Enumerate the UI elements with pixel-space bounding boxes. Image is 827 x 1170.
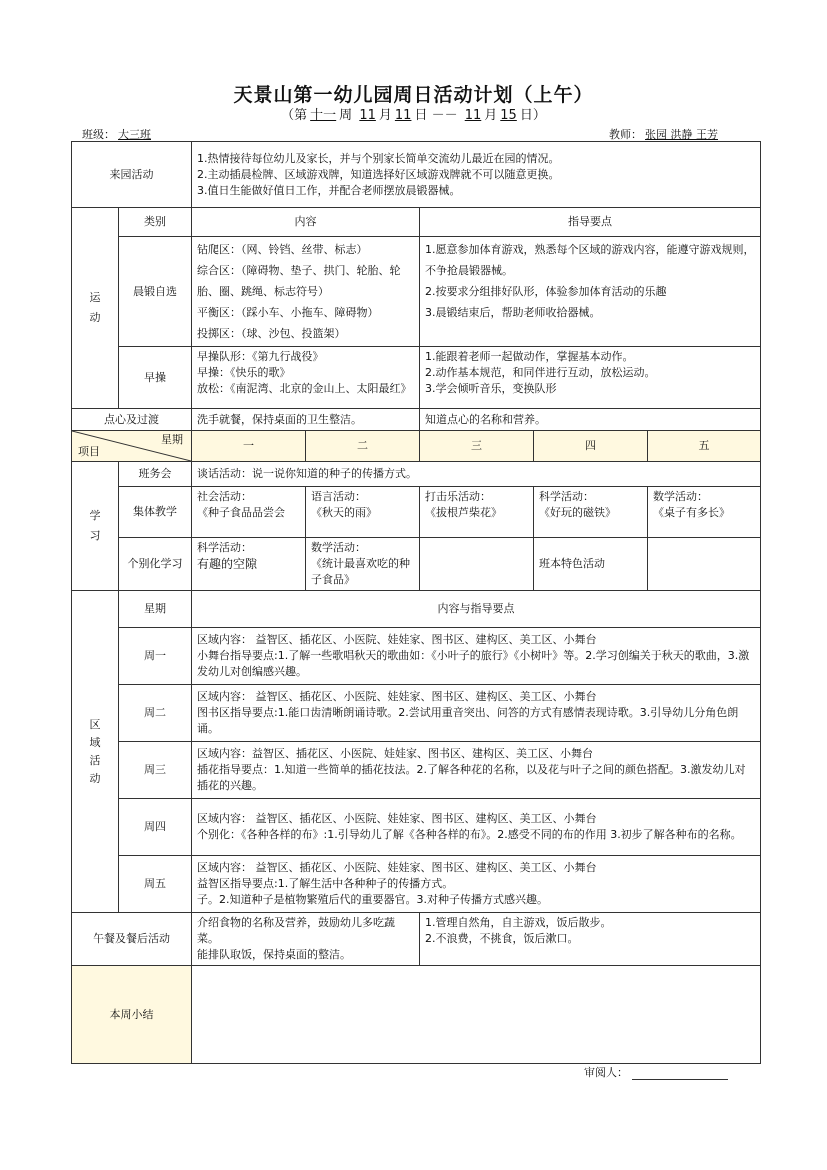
study-label: 学习 bbox=[72, 462, 119, 591]
exercise-content bbox=[192, 347, 420, 409]
week-label: 周 bbox=[339, 108, 353, 123]
start-day: 11 bbox=[394, 108, 412, 123]
meeting-content: 谈话活动：说一说你知道的种子的传播方式。 bbox=[192, 462, 761, 487]
indiv-fri bbox=[648, 538, 761, 591]
morning-content bbox=[192, 237, 420, 347]
exercise-label: 早操 bbox=[119, 347, 192, 409]
summary-row bbox=[72, 966, 761, 1064]
sports-content-header: 内容 bbox=[192, 208, 420, 237]
group-tue: 语言活动： 《秋天的雨》 bbox=[306, 487, 420, 538]
arrival-row bbox=[72, 142, 761, 208]
day-thu: 四 bbox=[534, 431, 648, 462]
exercise-row bbox=[72, 347, 761, 409]
lunch-label: 午餐及餐后活动 bbox=[72, 913, 192, 966]
zone-label: 区域活动 bbox=[72, 591, 119, 913]
zone-row-thu bbox=[72, 799, 761, 856]
arrival-label: 来园活动 bbox=[72, 142, 192, 208]
subtitle-open: （第 bbox=[281, 108, 308, 123]
zone-content-header: 内容与指导要点 bbox=[192, 591, 761, 628]
arrival-line: 1.热情接待每位幼儿及家长，并与个别家长简单交流幼儿最近在园的情况。 bbox=[197, 151, 560, 165]
morning-item: 投掷区：（球、沙包、投篮架） bbox=[197, 327, 346, 340]
zone-row-mon bbox=[72, 628, 761, 685]
end-month: 11 bbox=[464, 108, 482, 123]
zone-content: 区域内容： 益智区、插花区、小医院、娃娃家、图书区、建构区、美工区、小舞台 益智区指导要点:1.了解生活中各种种子的传播方式。 子。2.知道种子是植物繁殖后代的重要器官。3.对种子传播方式感兴趣。 bbox=[192, 856, 761, 913]
snack-row bbox=[72, 409, 761, 431]
morning-point: 3.晨锻结束后，帮助老师收拾器械。 bbox=[425, 306, 601, 319]
indiv-mon: 科学活动： 有趣的空隙 bbox=[192, 538, 306, 591]
day-tue: 二 bbox=[306, 431, 420, 462]
teacher-value: 张园 洪静 王芳 bbox=[645, 128, 718, 141]
reviewer-blank[interactable] bbox=[632, 1067, 728, 1080]
zone-header-row bbox=[72, 591, 761, 628]
morning-item: 平衡区：（踩小车、小拖车、障碍物） bbox=[197, 306, 379, 319]
group-wed: 打击乐活动： 《拔根芦柴花》 bbox=[420, 487, 534, 538]
zone-content: 区域内容： 益智区、插花区、小医院、娃娃家、图书区、建构区、美工区、小舞台 图书区指导要点:1.能口齿清晰朗诵诗歌。2.尝试用重音突出、问答的方式有感情表现诗歌。3.引导幼儿分角色朗诵。 bbox=[192, 685, 761, 742]
arrival-line: 2.主动插晨检牌、区域游戏牌，知道选择好区域游戏牌就不可以随意更换。 bbox=[197, 167, 560, 181]
lunch-row bbox=[72, 913, 761, 966]
class-label: 班级： bbox=[82, 128, 115, 141]
morning-label: 晨锻自选 bbox=[119, 237, 192, 347]
lunch-content: 介绍食物的名称及营养，鼓励幼儿多吃蔬菜。 能排队取饭，保持桌面的整洁。 bbox=[192, 913, 420, 966]
group-teaching-row bbox=[72, 487, 761, 538]
week-header-row bbox=[72, 431, 761, 462]
day-label-2: 日） bbox=[519, 108, 546, 123]
start-month: 11 bbox=[359, 108, 376, 123]
morning-points bbox=[420, 237, 761, 347]
lunch-points: 1.管理自然角，自主游戏，饭后散步。 2.不浪费，不挑食，饭后漱口。 bbox=[420, 913, 761, 966]
page-title: 天景山第一幼儿园周日活动计划（上午） bbox=[233, 84, 594, 106]
diag-weekday-label: 星期 bbox=[161, 433, 183, 446]
summary-content[interactable] bbox=[192, 966, 761, 1064]
day-mon: 一 bbox=[192, 431, 306, 462]
indiv-wed bbox=[420, 538, 534, 591]
teacher-info bbox=[609, 126, 721, 142]
meeting-label: 班务会 bbox=[119, 462, 192, 487]
exercise-points bbox=[420, 347, 761, 409]
zone-day: 周四 bbox=[119, 799, 192, 856]
end-day: 15 bbox=[500, 108, 517, 123]
individual-row bbox=[72, 538, 761, 591]
reviewer-signature bbox=[584, 1064, 728, 1080]
month-label-2: 月 bbox=[484, 108, 498, 123]
indiv-tue: 数学活动： 《统计最喜欢吃的种子食品》 bbox=[306, 538, 420, 591]
class-feature: 班本特色活动 bbox=[534, 538, 648, 591]
exercise-item: 早操队形：《第九行战役》 bbox=[197, 350, 324, 363]
arrival-content bbox=[192, 142, 761, 208]
zone-day: 周一 bbox=[119, 628, 192, 685]
zone-day: 周五 bbox=[119, 856, 192, 913]
snack-label: 点心及过渡 bbox=[72, 409, 192, 431]
weekly-plan-table bbox=[71, 141, 761, 1064]
class-value: 大三班 bbox=[118, 128, 151, 141]
week-number: 十一 bbox=[310, 108, 337, 123]
exercise-point: 3.学会倾听音乐，变换队形 bbox=[425, 382, 557, 395]
arrival-line: 3.值日生能做好值日工作，并配合老师摆放晨锻器械。 bbox=[197, 183, 461, 197]
zone-row-tue bbox=[72, 685, 761, 742]
teacher-label: 教师： bbox=[609, 128, 642, 141]
class-info bbox=[82, 126, 181, 142]
zone-row-wed bbox=[72, 742, 761, 799]
month-label-1: 月 bbox=[378, 108, 392, 123]
date-range bbox=[0, 104, 827, 123]
morning-item: 综合区：（障碍物、垫子、拱门、轮胎、轮胎、圈、跳绳、标志符号） bbox=[197, 264, 401, 298]
morning-point: 1.愿意参加体育游戏，熟悉每个区域的游戏内容，能遵守游戏规则，不争抢晨锻器械。 bbox=[425, 243, 755, 277]
zone-day: 周二 bbox=[119, 685, 192, 742]
meeting-row bbox=[72, 462, 761, 487]
zone-content: 区域内容： 益智区、插花区、小医院、娃娃家、图书区、建构区、美工区、小舞台 小舞台指导要点:1.了解一些歌唱秋天的歌曲如：《小叶子的旅行》《小树叶》等。2.学习创编关于秋天的歌曲，3.激发幼儿对创编感兴趣。 bbox=[192, 628, 761, 685]
exercise-point: 1.能跟着老师一起做动作，掌握基本动作。 bbox=[425, 350, 634, 363]
morning-exercise-row bbox=[72, 237, 761, 347]
day-fri: 五 bbox=[648, 431, 761, 462]
morning-item: 钻爬区：（网、铃铛、丝带、标志） bbox=[197, 243, 368, 256]
exercise-item: 放松：《南泥湾、北京的金山上、太阳最红》 bbox=[197, 382, 412, 395]
morning-point: 2.按要求分组排好队形，体验参加体育活动的乐趣 bbox=[425, 285, 667, 298]
sports-points-header: 指导要点 bbox=[420, 208, 761, 237]
group-mon: 社会活动： 《种子食品品尝会 bbox=[192, 487, 306, 538]
reviewer-label: 审阅人： bbox=[584, 1066, 628, 1079]
group-fri: 数学活动： 《桌子有多长》 bbox=[648, 487, 761, 538]
zone-content: 区域内容： 益智区、插花区、小医院、娃娃家、图书区、建构区、美工区、小舞台 个别化：《各种各样的布》:1.引导幼儿了解《各种各样的布》。2.感受不同的布的作用 3.初步了解各种布的名称。 bbox=[192, 799, 761, 856]
sports-type-header: 类别 bbox=[119, 208, 192, 237]
diagonal-header bbox=[72, 431, 192, 462]
zone-day: 周三 bbox=[119, 742, 192, 799]
snack-points: 知道点心的名称和营养。 bbox=[420, 409, 761, 431]
exercise-point: 2.动作基本规范，和同伴进行互动，放松运动。 bbox=[425, 366, 656, 379]
indiv-label: 个别化学习 bbox=[119, 538, 192, 591]
day-wed: 三 bbox=[420, 431, 534, 462]
day-label-1: 日 －－ bbox=[414, 108, 458, 123]
zone-row-fri bbox=[72, 856, 761, 913]
summary-label: 本周小结 bbox=[72, 966, 192, 1064]
group-thu: 科学活动： 《好玩的磁铁》 bbox=[534, 487, 648, 538]
diag-item-label: 项目 bbox=[78, 445, 100, 458]
zone-day-header: 星期 bbox=[119, 591, 192, 628]
group-label: 集体教学 bbox=[119, 487, 192, 538]
snack-content: 洗手就餐，保持桌面的卫生整洁。 bbox=[192, 409, 420, 431]
sports-header-row bbox=[72, 208, 761, 237]
exercise-item: 早操：《快乐的歌》 bbox=[197, 366, 291, 379]
sports-label: 运动 bbox=[72, 208, 119, 409]
zone-content: 区域内容：益智区、插花区、小医院、娃娃家、图书区、建构区、美工区、小舞台 插花指导要点：1.知道一些简单的插花技法。2.了解各种花的名称，以及花与叶子之间的颜色搭配。3.激发幼儿对插花的兴趣。 bbox=[192, 742, 761, 799]
